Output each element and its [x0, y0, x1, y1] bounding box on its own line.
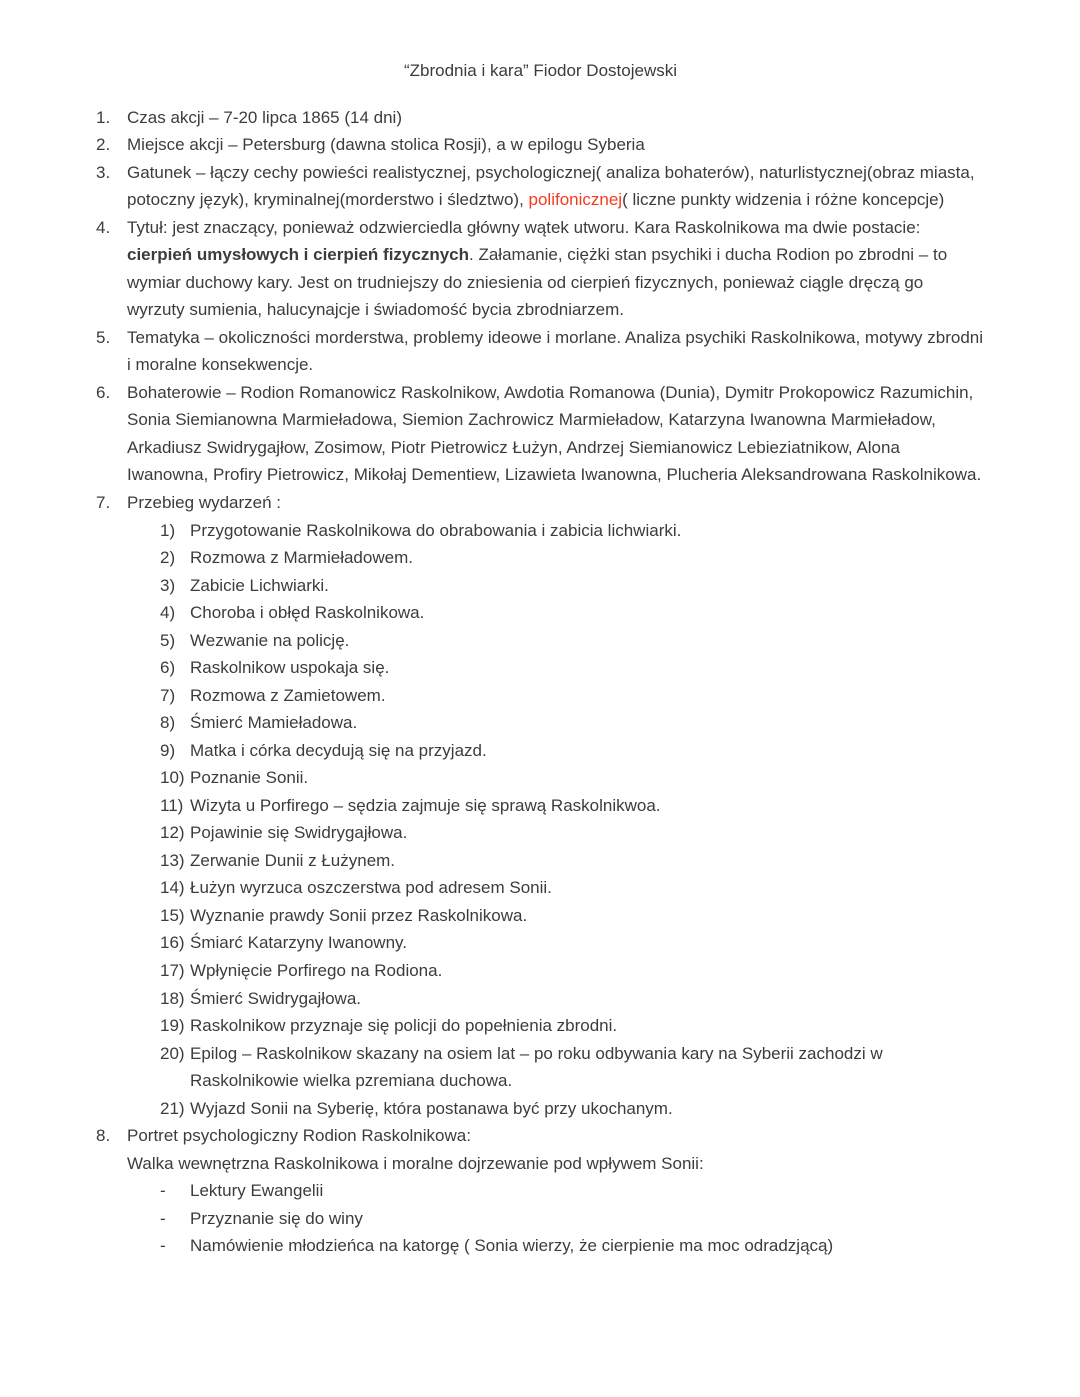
sub-list-item: [160, 599, 985, 627]
dash-marker: -: [160, 1236, 166, 1256]
sub-item-text: Wyznanie prawdy Sonii przez Raskolnikowa.: [190, 905, 528, 925]
item-body: [127, 324, 985, 379]
sub-item-number-marker: 21): [160, 1098, 185, 1118]
sub-list-item: [160, 985, 985, 1013]
item-number-marker: 7.: [96, 492, 111, 512]
list-item: [96, 489, 985, 1122]
list-item: [96, 1122, 985, 1260]
sub-item-number-marker: 20): [160, 1043, 185, 1063]
dash-list-item: [160, 1177, 985, 1205]
item-text: [127, 159, 985, 214]
text-segment: Czas akcji – 7-20 lipca 1865 (14 dni): [127, 107, 402, 127]
item-text: [127, 1122, 985, 1150]
sub-item-text: Poznanie Sonii.: [190, 768, 309, 788]
sub-list-item: [160, 517, 985, 545]
sub-item-number-marker: 4): [160, 603, 176, 623]
item-number-marker: 8.: [96, 1126, 111, 1146]
sub-item-text: Raskolnikow przyznaje się policji do popełnienia zbrodni.: [190, 1016, 618, 1036]
sub-item-text: Choroba i obłęd Raskolnikowa.: [190, 603, 425, 623]
sub-list: [160, 517, 985, 1123]
text-segment: Bohaterowie – Rodion Romanowicz Raskolnikow, Awdotia Romanowa (Dunia), Dymitr Prokopowicz Razumichin, Sonia Siemianowna Marmieładowa, Siemion Zachrowicz Marmieładow, Katarzyna Iwanowna Marmieładow, Arkadiusz Swidrygajłow, Zosimow, Piotr Pietrowicz Łużyn, Andrzej Siemianowicz Lebieziatnikow, Alona Iwanowna, Profiry Pietrowicz, Mikołaj Dementiew, Lizawieta Iwanowna, Plucheria Aleksandrowana Raskolnikowa.: [127, 382, 982, 485]
item-number-marker: 6.: [96, 382, 111, 402]
sub-list-item: [160, 709, 985, 737]
sub-item-text: Łużyn wyrzuca oszczerstwa pod adresem Sonii.: [190, 878, 552, 898]
bold-text: cierpień umysłowych i cierpień fizycznych: [127, 245, 470, 265]
item-body: [127, 1122, 985, 1260]
sub-item-number-marker: 18): [160, 988, 185, 1008]
sub-list-item: [160, 792, 985, 820]
sub-item-text: Zerwanie Dunii z Łużynem.: [190, 850, 396, 870]
sub-list-item: [160, 544, 985, 572]
text-segment: Przebieg wydarzeń :: [127, 492, 282, 512]
item-number-marker: 2.: [96, 135, 111, 155]
notes-list: [96, 104, 985, 1260]
text-segment: Tytuł: jest znaczący, ponieważ odzwierciedla główny wątek utworu. Kara Raskolnikowa ma dwie postacie:: [127, 217, 921, 237]
item-number-marker: 1.: [96, 107, 111, 127]
list-item: [96, 159, 985, 214]
sub-list-item: [160, 957, 985, 985]
sub-item-number-marker: 17): [160, 961, 185, 980]
sub-item-text: Rozmowa z Zamietowem.: [190, 685, 386, 705]
item-text: [127, 489, 985, 517]
item-body: [127, 214, 985, 324]
sub-list-item: [160, 1040, 985, 1095]
list-item: [96, 379, 985, 489]
dash-list: [160, 1177, 985, 1260]
text-segment: Gatunek – łączy cechy powieści realistycznej, psychologicznej( analiza bohaterów), naturlistycznej(obraz miasta, potoczny język), kryminalnej(morderstwo i śledztwo),: [127, 162, 975, 210]
item-number-marker: 4.: [96, 217, 111, 237]
sub-item-text: Rozmowa z Marmieładowem.: [190, 548, 413, 568]
sub-item-text: Przygotowanie Raskolnikowa do obrabowania i zabicia lichwiarki.: [190, 520, 682, 540]
dash-marker: -: [160, 1181, 166, 1201]
sub-list-item: [160, 1012, 985, 1040]
dash-list-item: [160, 1232, 985, 1260]
sub-item-number-marker: 16): [160, 933, 185, 953]
item-body: [127, 379, 985, 489]
sub-item-text: Wizyta u Porfirego – sędzia zajmuje się sprawą Raskolnikwoa.: [190, 795, 661, 815]
text-segment: ( liczne punkty widzenia i różne koncepcje): [622, 190, 945, 210]
list-item: [96, 131, 985, 159]
sub-item-number-marker: 1): [160, 520, 176, 540]
item-body: [127, 131, 985, 159]
item-text: [127, 214, 985, 324]
sub-list-item: [160, 627, 985, 655]
sub-item-number-marker: 11): [160, 795, 184, 815]
item-text: [127, 324, 985, 379]
sub-item-text: Raskolnikow uspokaja się.: [190, 658, 390, 678]
sub-item-number-marker: 8): [160, 713, 176, 733]
sub-item-number-marker: 10): [160, 768, 185, 788]
list-item: [96, 324, 985, 379]
dash-item-text: Namówienie młodzieńca na katorgę ( Sonia wierzy, że cierpienie ma moc odradzjącą): [190, 1236, 834, 1256]
sub-item-text: Epilog – Raskolnikow skazany na osiem lat – po roku odbywania kary na Syberii zachodzi w Raskolnikowie wielka pzremiana duchowa.: [190, 1043, 883, 1091]
item-body: [127, 104, 985, 132]
dash-item-text: Lektury Ewangelii: [190, 1181, 324, 1201]
sub-list-item: [160, 764, 985, 792]
sub-list-item: [160, 874, 985, 902]
sub-list-item: [160, 1095, 985, 1123]
sub-item-number-marker: 3): [160, 575, 176, 595]
sub-item-text: Wpłynięcie Porfirego na Rodiona.: [190, 961, 443, 980]
sub-item-text: Śmiarć Katarzyny Iwanowny.: [190, 933, 407, 953]
text-segment: Portret psychologiczny Rodion Raskolnikowa:: [127, 1126, 471, 1146]
sub-list-item: [160, 902, 985, 930]
text-segment: Tematyka – okoliczności morderstwa, problemy ideowe i morlane. Analiza psychiki Raskolnikowa, motywy zbrodni i moralne konsekwencje.: [127, 327, 984, 375]
text-segment: . Załamanie, ciężki stan psychiki i ducha Rodion po zbrodni – to wymiar duchowy kary. Jest on trudniejszy do zniesienia od cierpień fizycznych, ponieważ ciągle dręczą go wyrzuty sumienia, halucynajcje i świadomość bycia zbrodniarzem.: [127, 245, 948, 320]
list-item: [96, 104, 985, 132]
item-body: [127, 159, 985, 214]
sub-item-text: Pojawinie się Swidrygajłowa.: [190, 823, 408, 843]
item-text: [127, 379, 985, 489]
sub-item-number-marker: 7): [160, 685, 176, 705]
sub-list-item: [160, 737, 985, 765]
dash-item-text: Przyznanie się do winy: [190, 1208, 363, 1228]
sub-list-item: [160, 654, 985, 682]
sub-list-item: [160, 572, 985, 600]
sub-item-text: Wezwanie na policję.: [190, 630, 350, 650]
list-item: [96, 214, 985, 324]
red-highlight-text: polifonicznej: [528, 190, 623, 210]
sub-list-item: [160, 819, 985, 847]
document-title: “Zbrodnia i kara” Fiodor Dostojewski: [403, 61, 678, 80]
item-body: [127, 489, 985, 1122]
dash-marker: -: [160, 1208, 166, 1228]
sub-item-number-marker: 2): [160, 548, 176, 568]
sub-item-text: Śmierć Mamieładowa.: [190, 713, 358, 733]
sub-item-number-marker: 13): [160, 850, 185, 870]
sub-list-item: [160, 929, 985, 957]
item-number-marker: 5.: [96, 327, 111, 347]
sub-item-number-marker: 19): [160, 1016, 185, 1036]
sub-item-number-marker: 12): [160, 823, 185, 843]
sub-item-text: Śmierć Swidrygajłowa.: [190, 988, 361, 1008]
text-segment: Miejsce akcji – Petersburg (dawna stolica Rosji), a w epilogu Syberia: [127, 135, 645, 155]
sub-item-text: Zabicie Lichwiarki.: [190, 575, 329, 595]
dash-list-item: [160, 1205, 985, 1233]
sub-list-item: [160, 847, 985, 875]
sub-list-item: [160, 682, 985, 710]
sub-item-number-marker: 5): [160, 630, 176, 650]
sub-item-number-marker: 14): [160, 878, 185, 898]
item-text: [127, 131, 985, 159]
sub-item-number-marker: 15): [160, 905, 185, 925]
item-subline: Walka wewnętrzna Raskolnikowa i moralne dojrzewanie pod wpływem Sonii:: [127, 1153, 704, 1173]
sub-item-number-marker: 6): [160, 658, 176, 678]
item-text: [127, 104, 985, 132]
sub-item-text: Wyjazd Sonii na Syberię, która postanawa być przy ukochanym.: [190, 1098, 673, 1118]
item-number-marker: 3.: [96, 162, 111, 182]
sub-item-number-marker: 9): [160, 740, 176, 760]
sub-item-text: Matka i córka decydują się na przyjazd.: [190, 740, 487, 760]
